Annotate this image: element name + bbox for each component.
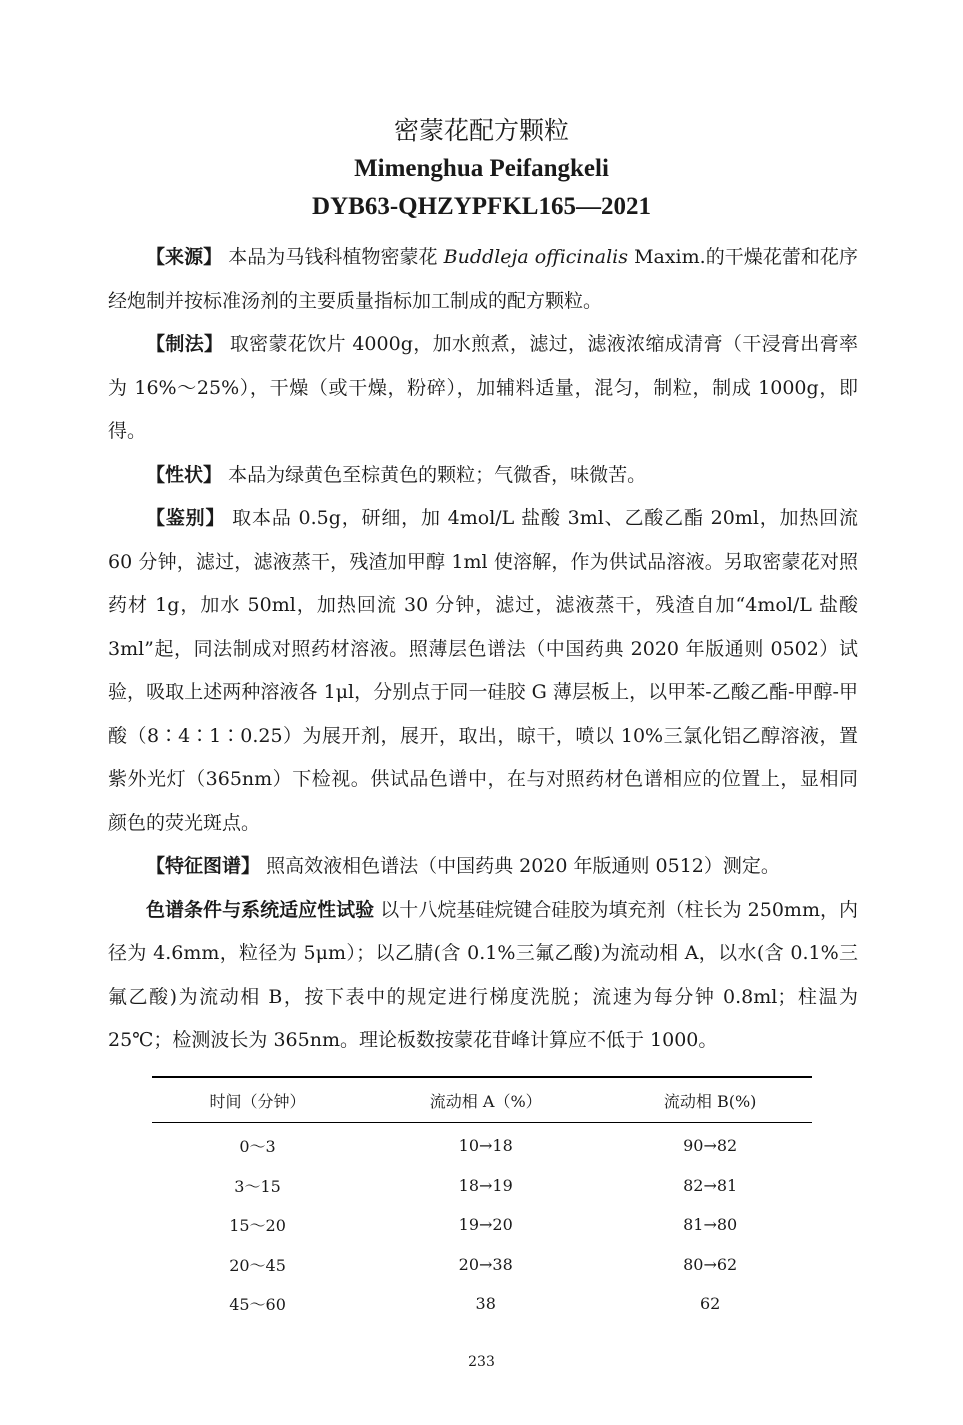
cell-phase-b: 90→82	[683, 1136, 738, 1156]
cell-phase-a: 10→18	[458, 1136, 513, 1156]
cell-time: 3～15	[234, 1176, 281, 1196]
header-phase-b: 流动相 B(%)	[663, 1091, 757, 1111]
section-conditions	[108, 889, 858, 1063]
cell-phase-b: 82→81	[683, 1175, 738, 1195]
standard-code: DYB63-QHZYPFKL165—2021	[312, 193, 651, 220]
title-pinyin: Mimenghua Peifangkeli	[354, 155, 609, 182]
conditions-tag: 色谱条件与系统适应性试验	[146, 898, 375, 921]
table-row	[152, 1123, 812, 1166]
title-chinese: 密蒙花配方颗粒	[393, 116, 569, 145]
cell-phase-a: 19→20	[458, 1215, 513, 1235]
title-block	[0, 112, 963, 226]
section-fingerprint	[108, 845, 858, 889]
method-text: 取密蒙花饮片 4000g，加水煎煮，滤过，滤液浓缩成清膏（干浸膏出膏率为 16%～25%），干燥（或干燥，粉碎），加辅料适量，混匀，制粒，制成 1000g，即得。	[108, 333, 858, 442]
section-source	[108, 236, 858, 323]
cell-phase-a: 38	[475, 1294, 496, 1314]
identification-tag: 【鉴别】	[146, 507, 226, 529]
section-method	[108, 323, 858, 454]
cell-time: 0～3	[239, 1137, 276, 1157]
cell-time: 45～60	[229, 1295, 286, 1315]
cell-time: 20～45	[229, 1255, 286, 1275]
gradient-table-wrap	[152, 1076, 812, 1324]
source-tag: 【来源】	[146, 246, 223, 268]
cell-phase-a: 20→38	[458, 1254, 513, 1274]
table-header-row	[152, 1077, 812, 1123]
character-text: 本品为绿黄色至棕黄色的颗粒；气微香，味微苦。	[228, 463, 647, 486]
fingerprint-text: 照高效液相色谱法（中国药典 2020 年版通则 0512）测定。	[266, 855, 780, 877]
monograph-body	[108, 236, 858, 1063]
fingerprint-tag: 【特征图谱】	[146, 855, 261, 877]
cell-phase-a: 18→19	[458, 1175, 513, 1195]
source-text-b: Maxim.的干燥花蕾和花序经炮制并按标准汤剂的主要质量指标加工制成的配方颗粒。	[108, 246, 858, 312]
conditions-text: 以十八烷基硅烷键合硅胶为填充剂（柱长为 250mm，内径为 4.6mm，粒径为 5μm）；以乙腈(含 0.1%三氟乙酸)为流动相 A，以水(含 0.1%三氟乙酸)为流动相 B，按下表中的规定进行梯度洗脱；流速为每分钟 0.8ml；柱温为 25℃；检测波长为 365nm。理论板数按蒙花苷峰计算应不低于 1000。	[108, 898, 858, 1051]
cell-phase-b: 81→80	[683, 1215, 738, 1235]
table-row	[152, 1245, 812, 1285]
source-latin-name: Buddleja officinalis	[443, 246, 628, 268]
table-row	[152, 1284, 812, 1324]
table-row	[152, 1205, 812, 1245]
cell-time: 15～20	[229, 1216, 286, 1236]
source-text-a: 本品为马钱科植物密蒙花	[228, 246, 438, 268]
table-row	[152, 1166, 812, 1206]
identification-text: 取本品 0.5g，研细，加 4mol/L 盐酸 3ml、乙酸乙酯 20ml，加热回流 60 分钟，滤过，滤液蒸干，残渣加甲醇 1ml 使溶解，作为供试品溶液。另取密蒙花对照药材 1g，加水 50ml，加热回流 30 分钟，滤过，滤液蒸干，残渣自加“4mol/L 盐酸 3ml”起，同法制成对照药材溶液。照薄层色谱法（中国药典 2020 年版通则 0502）试验，吸取上述两种溶液各 1μl，分别点于同一硅胶 G 薄层板上，以甲苯-乙酸乙酯-甲醇-甲酸（8∶4∶1∶0.25）为展开剂，展开，取出，晾干，喷以 10%三氯化铝乙醇溶液，置紫外光灯（365nm）下检视。供试品色谱中，在与对照药材色谱相应的位置上，显相同颜色的荧光斑点。	[108, 507, 859, 834]
gradient-table	[152, 1076, 812, 1324]
page-number: 233	[468, 1354, 495, 1370]
header-time: 时间（分钟）	[209, 1091, 306, 1111]
section-character	[108, 454, 858, 498]
cell-phase-b: 62	[699, 1294, 721, 1314]
character-tag: 【性状】	[146, 463, 223, 486]
cell-phase-b: 80→62	[683, 1254, 738, 1274]
method-tag: 【制法】	[146, 333, 224, 355]
section-identification	[108, 497, 858, 845]
header-phase-a: 流动相 A（%）	[429, 1091, 542, 1111]
